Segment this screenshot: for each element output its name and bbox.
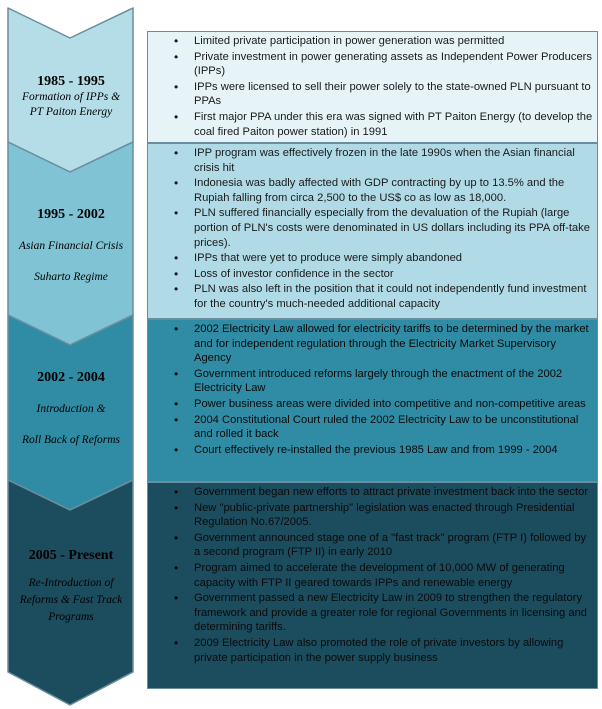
bullet-item: • Loss of investor confidence in the sector — [178, 267, 593, 282]
era-period: 1985 - 1995 — [37, 74, 105, 89]
era-panel-2002-2004 — [147, 319, 598, 482]
era-subtitle: Programs — [48, 611, 94, 623]
bullet-list — [178, 322, 593, 457]
era-subtitle: Introduction & — [36, 403, 106, 415]
bullet-item: • Power business areas were divided into competitive and non-competitive areas — [178, 397, 593, 412]
bullet-list — [178, 146, 593, 312]
bullet-list — [178, 485, 593, 665]
era-subtitle: Roll Back of Reforms — [21, 434, 121, 446]
bullet-item: • Limited private participation in power generation was permitted — [178, 34, 593, 49]
era-subtitle: Asian Financial Crisis — [18, 240, 124, 252]
bullet-item: • IPPs that were yet to produce were simply abandoned — [178, 251, 593, 266]
era-subtitle: Formation of IPPs & — [21, 91, 121, 103]
bullet-item: • Program aimed to accelerate the development of 10,000 MW of generating capacity with FTP II geared towards IPPs and renewable energy — [178, 561, 593, 590]
era-subtitle: Re-Introduction of — [28, 577, 114, 589]
era-label-1995-2002 — [8, 207, 134, 285]
bullet-item: • Private investment in power generating assets as Independent Power Producers (IPPs) — [178, 50, 593, 79]
era-subtitle: Reforms & Fast Track — [19, 594, 123, 606]
era-panel-1985-1995 — [147, 31, 598, 143]
era-label-1985-1995 — [8, 74, 134, 120]
bullet-item: • IPPs were licensed to sell their power solely to the state-owned PLN pursuant to PPAs — [178, 80, 593, 109]
bullet-item: • 2004 Constitutional Court ruled the 2002 Electricity Law to be unconstitutional and rolled it back — [178, 413, 593, 442]
bullet-list — [178, 34, 593, 139]
era-panel-1995-2002 — [147, 143, 598, 319]
bullet-item: • PLN was also left in the position that it could not independently fund investment for the country's much-needed additional capacity — [178, 282, 593, 311]
bullet-item: • PLN suffered financially especially from the devaluation of the Rupiah (large portion of PLN's costs were denominated in US dollars including its PPA off-take prices). — [178, 206, 593, 250]
bullet-item: • IPP program was effectively frozen in the late 1990s when the Asian financial crisis hit — [178, 146, 593, 175]
bullet-item: • First major PPA under this era was signed with PT Paiton Energy (to develop the coal fired Paiton power station) in 1991 — [178, 110, 593, 139]
era-period: 1995 - 2002 — [37, 207, 105, 222]
era-period: 2005 - Present — [28, 548, 114, 563]
era-subtitle: PT Paiton Energy — [29, 106, 113, 118]
bullet-item: • Government announced stage one of a "fast track" program (FTP I) followed by a second program (FTP II) in early 2010 — [178, 531, 593, 560]
bullet-item: • 2002 Electricity Law allowed for electricity tariffs to be determined by the market and for independent regulation through the Electricity Market Supervisory Agency — [178, 322, 593, 366]
era-period: 2002 - 2004 — [37, 370, 105, 385]
era-label-2005-present — [8, 548, 134, 625]
bullet-item: • Court effectively re-installed the previous 1985 Law and from 1999 - 2004 — [178, 443, 593, 458]
bullet-item: • Indonesia was badly affected with GDP contracting by up to 13.5% and the Rupiah falling from circa 2,500 to the US$ co as low as 18,000. — [178, 176, 593, 205]
era-subtitle: Suharto Regime — [34, 271, 108, 283]
bullet-item: • Government introduced reforms largely through the enactment of the 2002 Electricity Law — [178, 367, 593, 396]
era-panel-2005-present — [147, 482, 598, 689]
bullet-item: • Government began new efforts to attract private investment back into the sector — [178, 485, 593, 500]
bullet-item: • Government passed a new Electricity Law in 2009 to strengthen the regulatory framework and provide a greater role for regional Governments in licensing and determining tariffs. — [178, 591, 593, 635]
era-label-2002-2004 — [8, 370, 134, 448]
bullet-item: • New "public-private partnership" legislation was enacted through Presidential Regulation No.67/2005. — [178, 501, 593, 530]
bullet-item: • 2009 Electricity Law also promoted the role of private investors by allowing private participation in the power supply business — [178, 636, 593, 665]
